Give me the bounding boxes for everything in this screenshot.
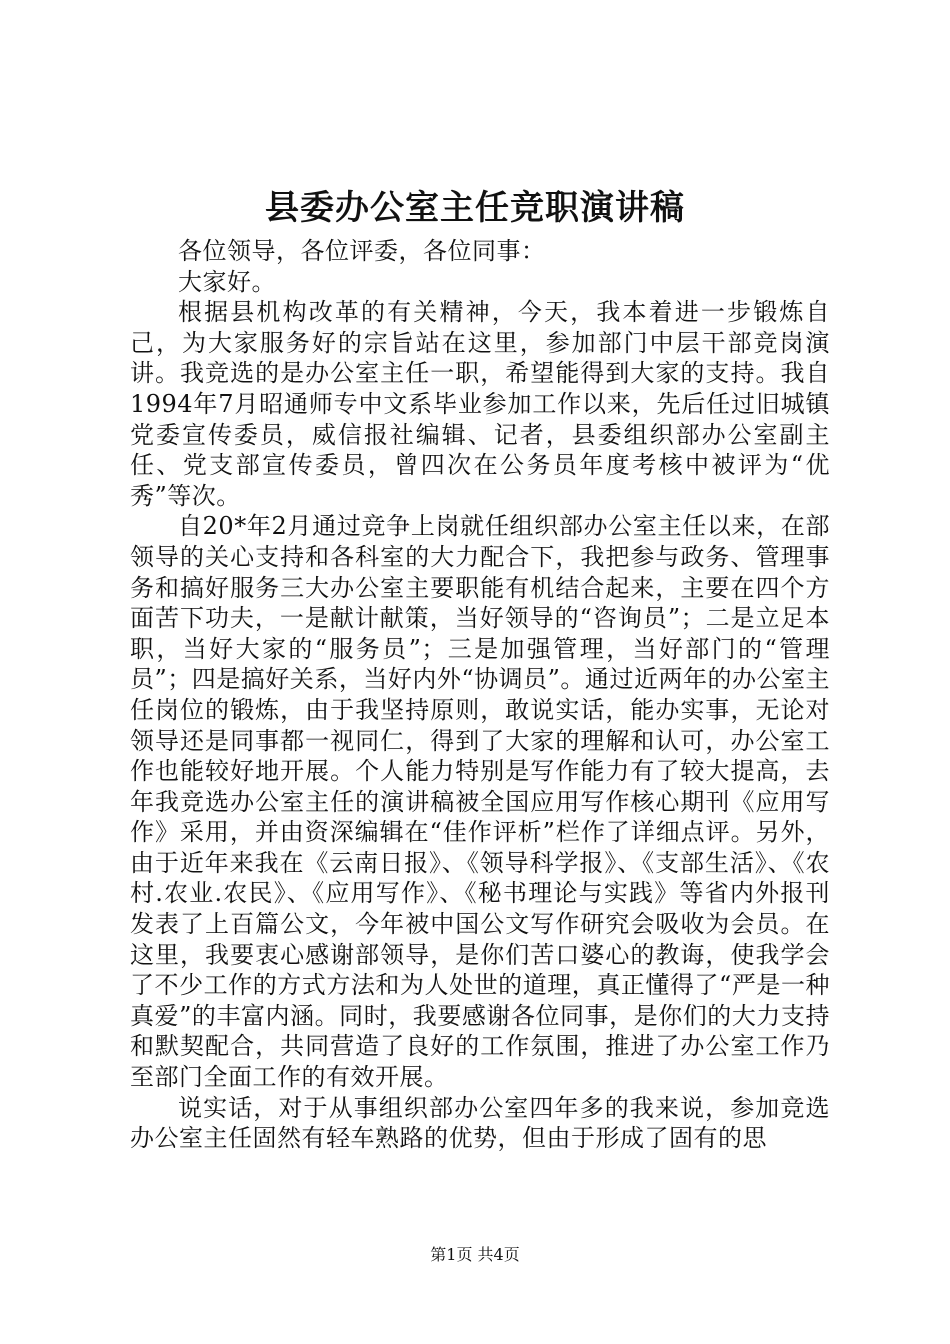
salutation-paragraph: 各位领导，各位评委，各位同事： <box>178 237 546 265</box>
intro-paragraph: 根据县机构改革的有关精神，今天，我本着进一步锻炼自己，为大家服务好的宗旨站在这里，参加部门中层干部竞岗演讲。我竞选的是办公室主任一职，希望能得到大家的支持。我自1994年7月昭通师专中文系毕业参加工作以来，先后任过旧城镇党委宣传委员，威信报社编辑、记者，县委组织部办公室副主任、党支部宣传委员，曾四次在公务员年度考核中被评为“优秀”等次。 <box>130 298 830 510</box>
continuation-paragraph: 说实话，对于从事组织部办公室四年多的我来说，参加竞选办公室主任固然有轻车熟路的优势，但由于形成了固有的思 <box>130 1093 830 1153</box>
page-footer: 第1页 共4页 <box>430 1245 520 1264</box>
document-title: 县委办公室主任竞职演讲稿 <box>265 188 685 228</box>
greeting-paragraph: 大家好。 <box>178 267 276 296</box>
document-body <box>130 236 830 1154</box>
experience-paragraph: 自20*年2月通过竞争上岗就任组织部办公室主任以来，在部领导的关心支持和各科室的大力配合下，我把参与政务、管理事务和搞好服务三大办公室主要职能有机结合起来，主要在四个方面苦下功夫，一是献计献策，当好领导的“咨询员”；二是立足本职，当好大家的“服务员”；三是加强管理，当好部门的“管理员”；四是搞好关系，当好内外“协调员”。通过近两年的办公室主任岗位的锻炼，由于我坚持原则，敢说实话，能办实事，无论对领导还是同事都一视同仁，得到了大家的理解和认可，办公室工作也能较好地开展。个人能力特别是写作能力有了较大提高，去年我竞选办公室主任的演讲稿被全国应用写作核心期刊《应用写作》采用，并由资深编辑在“佳作评析”栏作了详细点评。另外，由于近年来我在《云南日报》、《领导科学报》、《支部生活》、《农村.农业.农民》、《应用写作》、《秘书理论与实践》等省内外报刊发表了上百篇公文，今年被中国公文写作研究会吸收为会员。在这里，我要衷心感谢部领导，是你们苦口婆心的教诲，使我学会了不少工作的方式方法和为人处世的道理，真正懂得了“严是一种真爱”的丰富内涵。同时，我要感谢各位同事，是你们的大力支持和默契配合，共同营造了良好的工作氛围，推进了办公室工作乃至部门全面工作的有效开展。 <box>130 512 830 1092</box>
